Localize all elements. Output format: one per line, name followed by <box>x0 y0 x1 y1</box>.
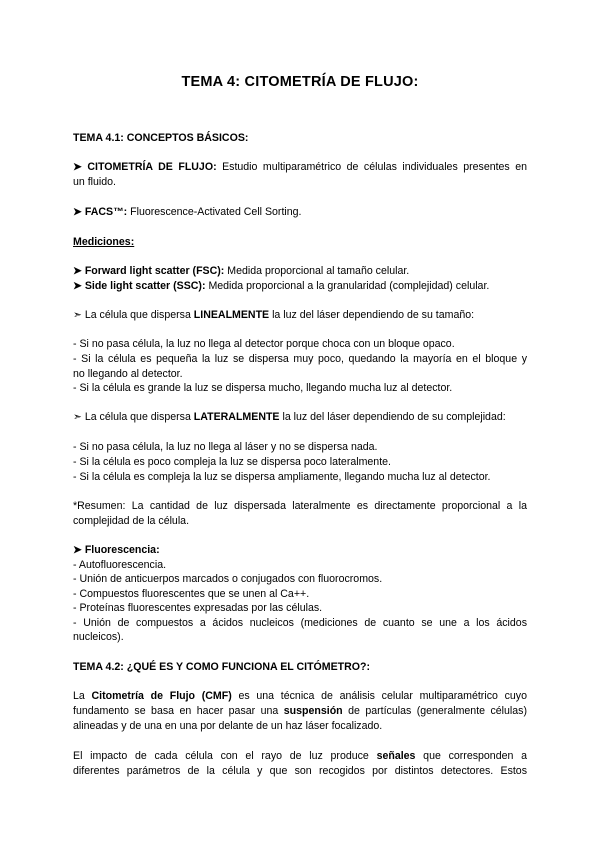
p2-text: El impacto de cada célula con el rayo de luz produce <box>73 750 377 762</box>
paragraph1-line2 <box>73 704 527 718</box>
fsc-item <box>73 264 409 278</box>
p2-text: que corresponden a <box>415 750 527 762</box>
lateral-bold: LATERALMENTE <box>193 411 280 423</box>
paragraph2-line1 <box>73 749 527 763</box>
ssc-text: Medida proporcional a la granularidad (complejidad) celular. <box>205 280 490 292</box>
lateral-pre: ➣ La célula que dispersa <box>73 411 194 423</box>
paragraph1-line3: alineadas y de una en una por delante de un haz láser focalizado. <box>73 720 383 732</box>
lineal-item: - Si la célula es grande la luz se dispersa mucho, llegando mucha luz al detector. <box>73 382 453 394</box>
lineal-item: no llegando al detector. <box>73 368 183 380</box>
lateral-item: - Si la célula es poco compleja la luz se dispersa poco lateralmente. <box>73 456 391 468</box>
lateral-heading <box>73 410 506 424</box>
p1-text: La <box>73 690 92 702</box>
page-title: TEMA 4: CITOMETRÍA DE FLUJO: <box>181 74 419 90</box>
fsc-label: ➤ Forward light scatter (FSC): <box>73 265 225 277</box>
resumen-line2: complejidad de la célula. <box>73 515 190 527</box>
facs-definition <box>73 205 302 219</box>
resumen-line1: *Resumen: La cantidad de luz dispersada lateralmente es directamente proporcional a la <box>73 500 527 512</box>
section-heading-4-2: TEMA 4.2: ¿QUÉ ES Y COMO FUNCIONA EL CITÓMETRO?: <box>73 661 371 673</box>
p1-bold: Citometría de Flujo (CMF) <box>91 690 232 702</box>
ssc-item <box>73 279 489 293</box>
lineal-pre: ➣ La célula que dispersa <box>73 309 194 321</box>
paragraph2-line2: diferentes parámetros de la célula y que son recogidos por distintos detectores. Estos <box>73 765 527 777</box>
lateral-post: la luz del láser dependiendo de su complejidad: <box>279 411 506 423</box>
paragraph1-line1 <box>73 689 527 703</box>
citometria-definition-line1 <box>73 160 527 174</box>
facs-text: Fluorescence-Activated Cell Sorting. <box>127 206 302 218</box>
fluorescencia-heading: ➤ Fluorescencia: <box>73 544 160 556</box>
fluorescencia-item: - Proteínas fluorescentes expresadas por las células. <box>73 602 323 614</box>
p1-text: es una técnica de análisis celular multiparamétrico cuyo <box>231 690 527 702</box>
p2-bold: señales <box>376 750 416 762</box>
p1-text: de partículas (generalmente células) <box>342 705 527 717</box>
citometria-text: Estudio multiparamétrico de células individuales presentes en <box>216 161 527 173</box>
lateral-item: - Si no pasa célula, la luz no llega al láser y no se dispersa nada. <box>73 441 378 453</box>
facs-label: ➤ FACS™: <box>73 206 128 218</box>
lineal-heading <box>73 308 474 322</box>
p1-text: fundamento se basa en hacer pasar una <box>73 705 284 717</box>
lineal-item: - Si la célula es pequeña la luz se dispersa muy poco, quedando la mayoría en el bloque y <box>73 353 527 365</box>
citometria-label: ➤ CITOMETRÍA DE FLUJO: <box>73 161 217 173</box>
fluorescencia-item: - Unión de compuestos a ácidos nucleicos (mediciones de cuanto se une a los ácidos <box>73 617 527 629</box>
fluorescencia-item: nucleicos). <box>73 631 124 643</box>
mediciones-heading: Mediciones: <box>73 236 135 248</box>
fluorescencia-item: - Compuestos fluorescentes que se unen al Ca++. <box>73 588 310 600</box>
ssc-label: ➤ Side light scatter (SSC): <box>73 280 206 292</box>
p1-bold: suspensión <box>283 705 343 717</box>
lineal-item: - Si no pasa célula, la luz no llega al detector porque choca con un bloque opaco. <box>73 338 455 350</box>
fsc-text: Medida proporcional al tamaño celular. <box>224 265 410 277</box>
fluorescencia-item: - Autofluorescencia. <box>73 559 167 571</box>
citometria-definition-line2: un fluido. <box>73 176 116 188</box>
fluorescencia-item: - Unión de anticuerpos marcados o conjugados con fluorocromos. <box>73 573 383 585</box>
lineal-post: la luz del láser dependiendo de su tamaño: <box>269 309 475 321</box>
lateral-item: - Si la célula es compleja la luz se dispersa ampliamente, llegando mucha luz al detector. <box>73 471 491 483</box>
lineal-bold: LINEALMENTE <box>193 309 270 321</box>
section-heading-4-1: TEMA 4.1: CONCEPTOS BÁSICOS: <box>73 132 249 144</box>
